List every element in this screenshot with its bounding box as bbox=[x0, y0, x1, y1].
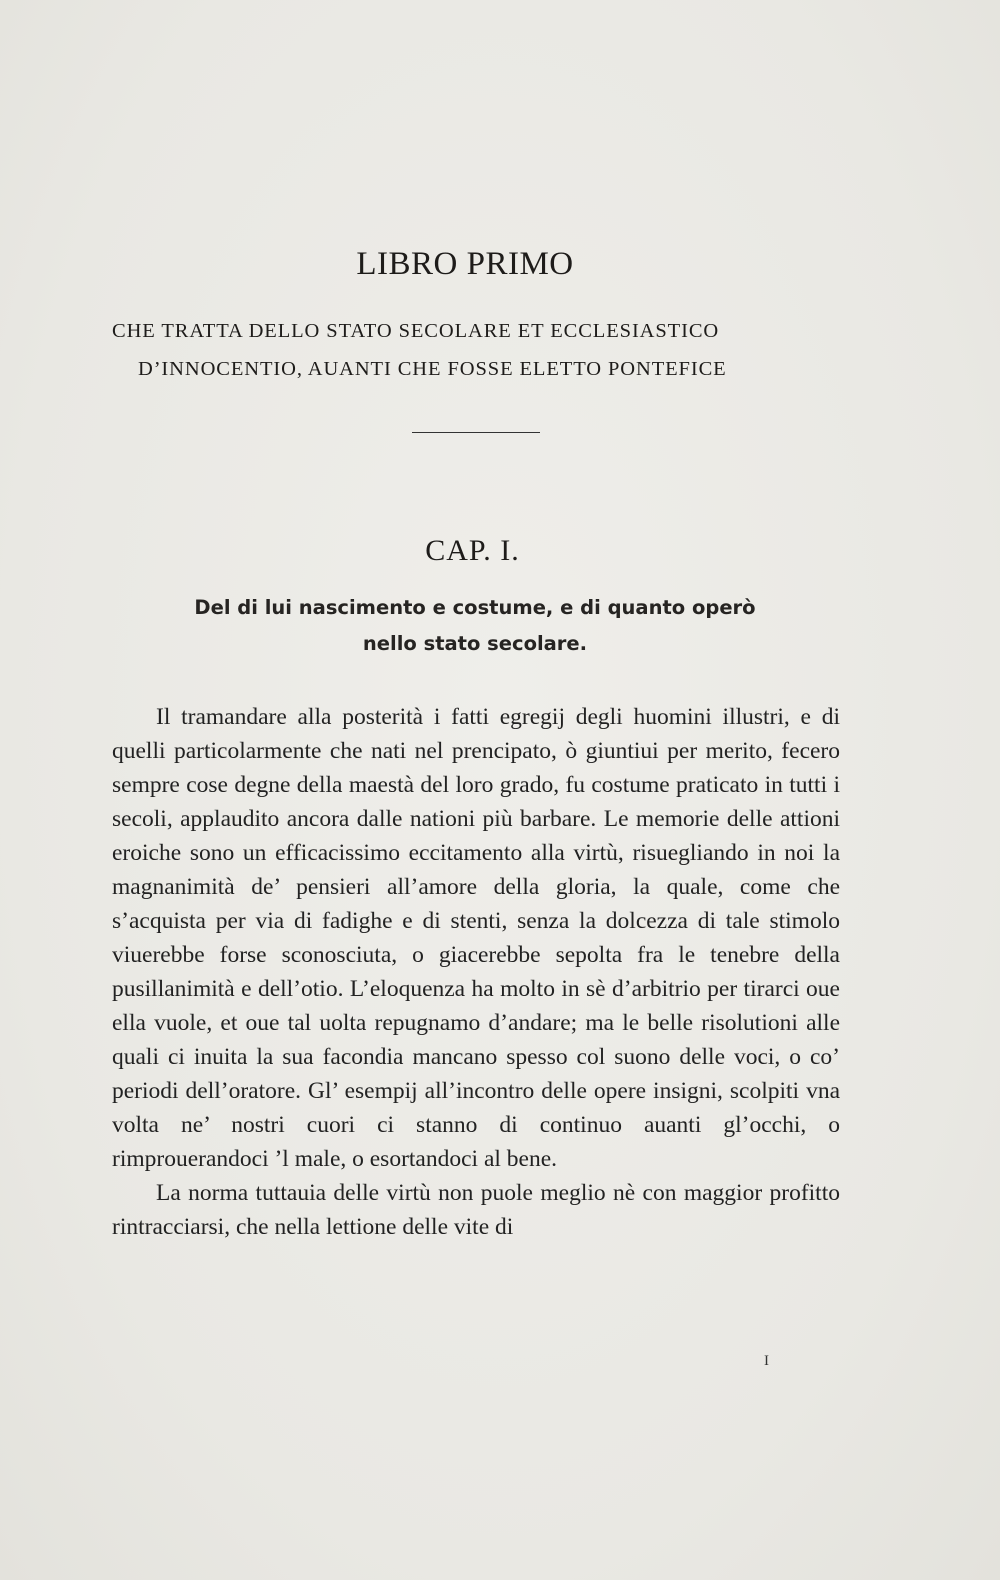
book-title: LIBRO PRIMO bbox=[356, 246, 574, 282]
paragraph: La norma tuttauia delle virtù non puole meglio nè con maggior profitto rintracciarsi, che nella lettione delle vite di bbox=[112, 1180, 840, 1240]
book-subtitle-line-2: D’INNOCENTIO, AUANTI CHE FOSSE ELETTO PONTEFICE bbox=[138, 358, 727, 380]
paragraph: Il tramandare alla posterità i fatti egregij degli huomini illustri, e di quelli particolarmente che nati nel prencipato, ò giuntiui per merito, fecero sempre cose degne della maestà del loro grado, fu costume praticato in tutti i secoli, applaudito ancora dalle nationi più barbare. Le memorie delle attioni eroiche sono un efficacissimo eccitamento alla virtù, risuegliando in noi la magnanimità de’ pensieri all’amore della gloria, la quale, come che s’acquista per via di fadighe e di stenti, senza la dolcezza di tale stimolo viuerebbe forse sconosciuta, o giacerebbe sepolta fra le tenebre della pusillanimità e dell’otio. L’eloquenza ha molto in sè d’arbitrio per tirarci oue ella vuole, et oue tal uolta repugnamo d’andare; ma le belle risolutioni alle quali ci inuita la sua facondia mancano spesso col suono delle voci, o co’ periodi dell’oratore. Gl’ esempij all’incontro delle opere insigni, scolpiti vna volta ne’ nostri cuori ci stanno di continuo auanti gl’occhi, o rimprouerandoci ’l male, o esortandoci al bene. bbox=[112, 704, 840, 1172]
chapter-label: CAP. I. bbox=[425, 534, 520, 567]
page-number: I bbox=[764, 1353, 769, 1369]
chapter-heading-line-2: nello stato secolare. bbox=[362, 632, 588, 655]
separator-rule bbox=[412, 432, 540, 433]
chapter-heading-line-1: Del di lui nascimento e costume, e di quanto operò bbox=[194, 596, 756, 619]
book-subtitle-line-1: CHE TRATTA DELLO STATO SECOLARE ET ECCLESIASTICO bbox=[112, 320, 720, 342]
body-text bbox=[112, 700, 840, 1244]
